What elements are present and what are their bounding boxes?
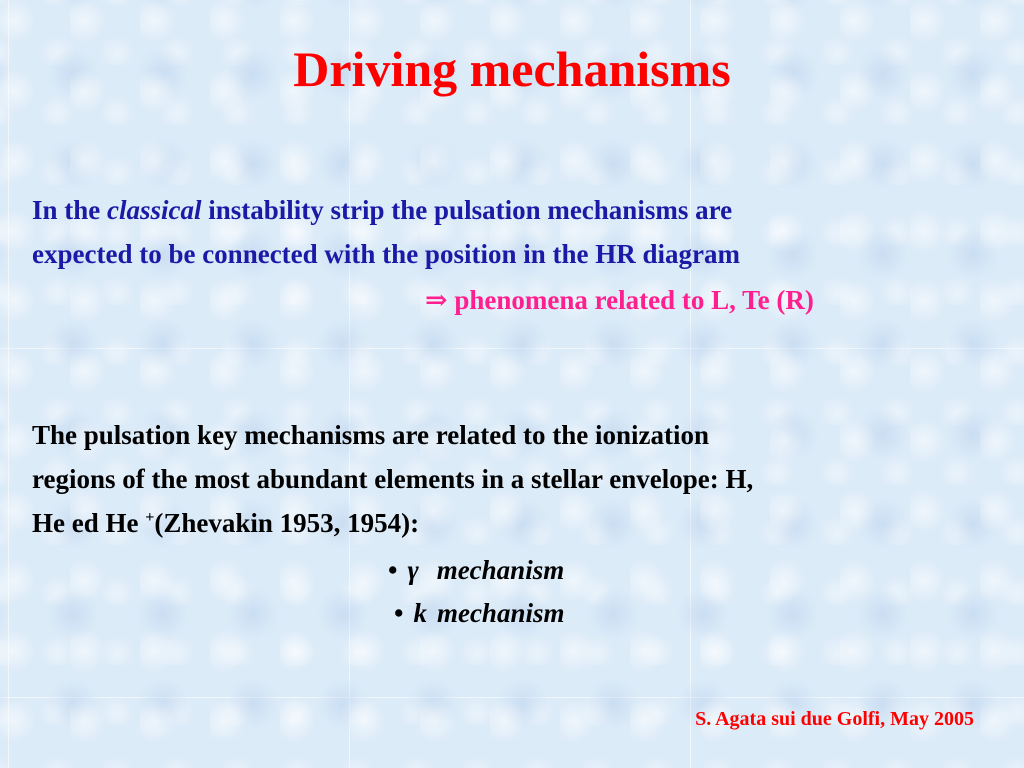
intro-line-2: expected to be connected with the position in the HR diagram <box>32 239 740 269</box>
bullet-marker: • <box>388 555 398 585</box>
intro-line-3 <box>425 285 814 316</box>
body-line-3-post: (Zhevakin 1953, 1954): <box>154 508 420 538</box>
body-line-2: regions of the most abundant elements in a stellar envelope: H, <box>32 464 754 494</box>
intro-line-3-text: phenomena related to L, Te (R) <box>447 285 814 315</box>
bullet-text: mechanism <box>436 598 565 628</box>
body-line-3 <box>32 508 419 539</box>
intro-classical-italic: classical <box>107 195 202 225</box>
body-line-3-pre: He ed He <box>32 508 146 538</box>
gamma-symbol: γ <box>407 555 419 585</box>
intro-line-1 <box>32 195 732 226</box>
intro-line-1-post: instability strip the pulsation mechanisms are <box>201 195 733 225</box>
bullet-k-mechanism <box>394 598 564 629</box>
slide-title: Driving mechanisms <box>293 41 731 97</box>
body-line-1: The pulsation key mechanisms are related to the ionization <box>32 420 710 450</box>
bullet-marker: • <box>394 598 404 628</box>
bullet-text: mechanism <box>436 555 565 585</box>
k-symbol: k <box>413 598 427 628</box>
body-line-3-superscript: + <box>145 509 155 526</box>
implies-arrow-icon: ⇒ <box>425 285 448 315</box>
intro-line-1-pre: In the <box>32 195 108 225</box>
slide-footer: S. Agata sui due Golfi, May 2005 <box>695 708 974 730</box>
bullet-gamma-mechanism <box>388 555 564 586</box>
